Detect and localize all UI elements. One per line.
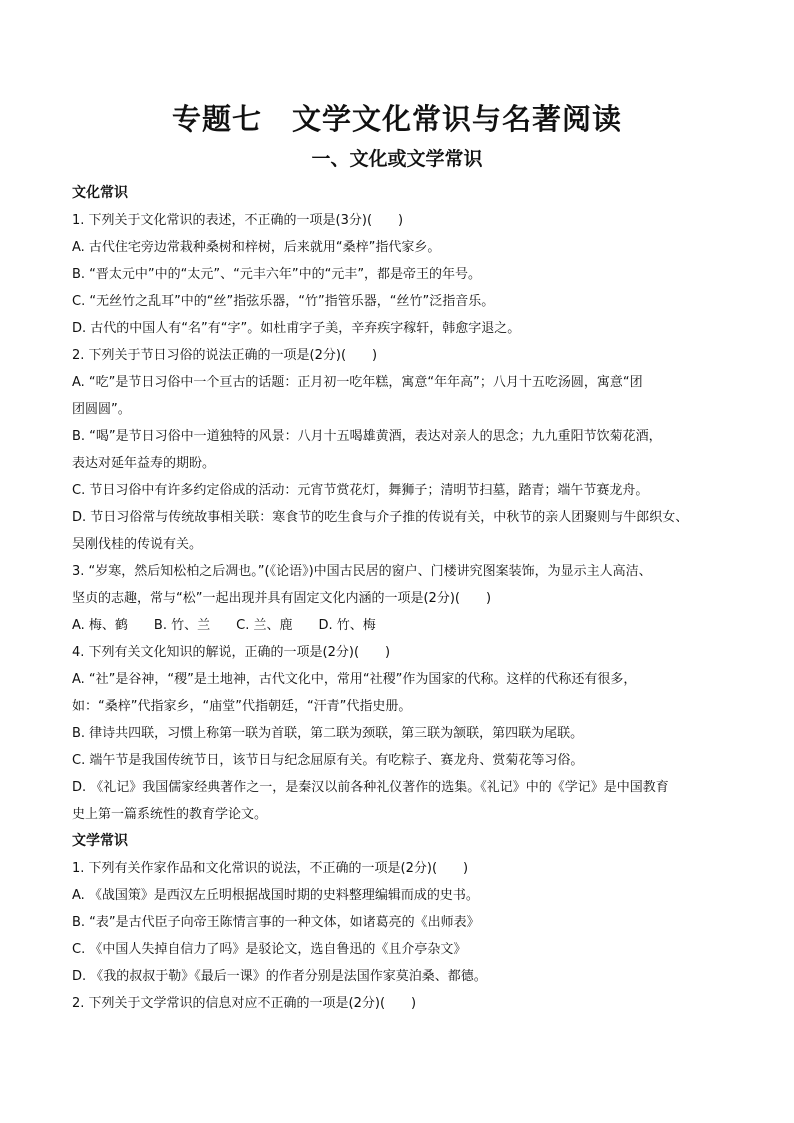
- text-line: C. 节日习俗中有许多约定俗成的活动：元宵节赏花灯，舞狮子；清明节扫墓，踏青；端午节赛龙舟。: [72, 483, 649, 498]
- text-line: A. 《战国策》是西汉左丘明根据战国时期的史料整理编辑而成的史书。: [72, 888, 479, 903]
- text-line: A. 梅、鹤 B. 竹、兰 C. 兰、鹿 D. 竹、梅: [72, 618, 376, 633]
- text-line: C. 《中国人失掉自信力了吗》是驳论文，选自鲁迅的《且介亭杂文》: [72, 942, 467, 957]
- text-line: C. 端午节是我国传统节日，该节日与纪念屈原有关。有吃粽子、赛龙舟、赏菊花等习俗。: [72, 753, 584, 768]
- text-line: D. 《我的叔叔于勒》《最后一课》的作者分别是法国作家莫泊桑、都德。: [72, 969, 487, 984]
- text-line: B. “晋太元中”中的“太元”、“元丰六年”中的“元丰”，都是帝王的年号。: [72, 267, 482, 282]
- text-line: D. 节日习俗常与传统故事相关联：寒食节的吃生食与介子推的传说有关，中秋节的亲人团聚则与牛郎织女、: [72, 510, 689, 525]
- text-line: 2. 下列关于节日习俗的说法正确的一项是(2分)( ): [72, 348, 378, 363]
- text-line: 3. “岁寒，然后知松柏之后凋也。”(《论语》)中国古民居的窗户、门楼讲究图案装饰，为显示主人高洁、: [72, 564, 652, 579]
- page-title: 专题七 文学文化常识与名著阅读: [171, 102, 622, 136]
- text-line: 2. 下列关于文学常识的信息对应不正确的一项是(2分)( ): [72, 996, 417, 1011]
- text-line: 1. 下列有关作家作品和文化常识的说法，不正确的一项是(2分)( ): [72, 861, 469, 876]
- culture-heading: 文化常识: [72, 185, 128, 201]
- text-line: B. “喝”是节日习俗中一道独特的风景：八月十五喝雄黄酒，表达对亲人的思念；九九重阳节饮菊花酒，: [72, 429, 662, 444]
- text-line: 如：“桑梓”代指家乡，“庙堂”代指朝廷，“汗青”代指史册。: [72, 699, 412, 714]
- text-line: A. “吃”是节日习俗中一个亘古的话题：正月初一吃年糕，寓意“年年高”；八月十五吃汤圆，寓意“团: [72, 375, 643, 390]
- literature-heading: 文学常识: [72, 833, 128, 849]
- text-line: D. 古代的中国人有“名”有“字”。如杜甫字子美，辛弃疾字稼轩，韩愈字退之。: [72, 321, 521, 336]
- text-line: 1. 下列关于文化常识的表述，不正确的一项是(3分)( ): [72, 213, 404, 228]
- text-line: 史上第一篇系统性的教育学论文。: [72, 807, 268, 822]
- text-line: A. “社”是谷神，“稷”是土地神，古代文化中，常用“社稷”作为国家的代称。这样的代称还有很多，: [72, 672, 637, 687]
- section-subtitle: 一、文化或文学常识: [311, 148, 483, 170]
- text-line: B. “表”是古代臣子向帝王陈情言事的一种文体，如诸葛亮的《出师表》: [72, 915, 480, 930]
- text-line: 4. 下列有关文化知识的解说，正确的一项是(2分)( ): [72, 645, 391, 660]
- text-line: D. 《礼记》我国儒家经典著作之一，是秦汉以前各种礼仪著作的选集。《礼记》中的《学记》是中国教育: [72, 780, 669, 795]
- text-line: 团圆圆”。: [72, 402, 131, 417]
- text-line: C. “无丝竹之乱耳”中的“丝”指弦乐器，“竹”指管乐器，“丝竹”泛指音乐。: [72, 294, 495, 309]
- text-line: 表达对延年益寿的期盼。: [72, 456, 216, 471]
- text-line: 坚贞的志趣，常与“松”一起出现并具有固定文化内涵的一项是(2分)( ): [72, 591, 492, 606]
- text-line: 吴刚伐桂的传说有关。: [72, 537, 203, 552]
- text-line: A. 古代住宅旁边常栽种桑树和梓树，后来就用“桑梓”指代家乡。: [72, 240, 441, 255]
- text-line: B. 律诗共四联，习惯上称第一联为首联，第二联为颈联，第三联为颔联，第四联为尾联。: [72, 726, 584, 741]
- document-body: [72, 180, 722, 1017]
